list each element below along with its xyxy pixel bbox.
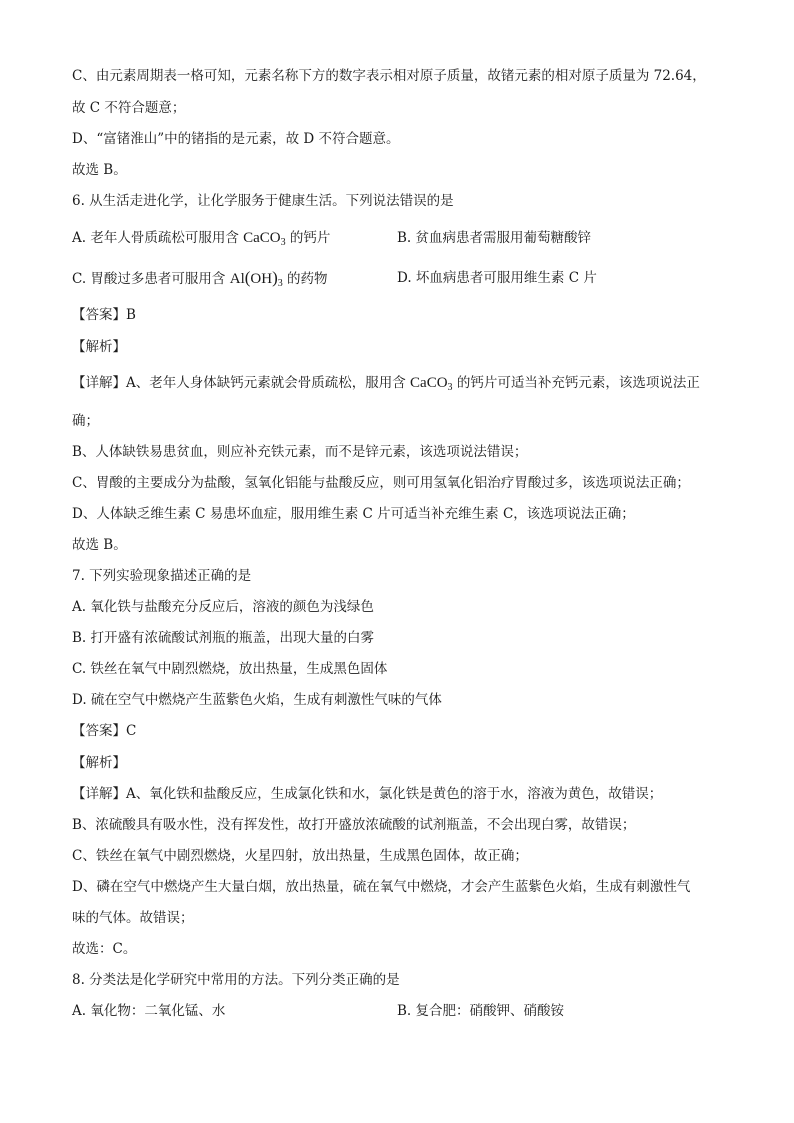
- line-select-b: 故选 B。: [72, 162, 127, 178]
- q8-option-b: B. 复合肥：硝酸钾、硝酸铵: [397, 1003, 565, 1019]
- q7-option-c: C. 铁丝在氧气中剧烈燃烧，放出热量，生成黑色固体: [72, 661, 388, 677]
- q6-conclusion: 故选 B。: [72, 537, 127, 553]
- q6-detail: 【详解】A、老年人身体缺钙元素就会骨质疏松，服用含 CaCO$_3$ 的钙片可适当补充钙元素，该选项说法正: [72, 375, 700, 393]
- q6-detail-formula: CaCO$_3$: [410, 375, 453, 393]
- line-c-explanation: C、由元素周期表一格可知，元素名称下方的数字表示相对原子质量，故锗元素的相对原子质量为 72.64，: [72, 68, 706, 84]
- q7-option-a: A. 氧化铁与盐酸充分反应后，溶液的颜色为浅绿色: [72, 599, 374, 615]
- q6-detail-cont: 确；: [72, 413, 99, 429]
- line-d-explanation: D、“富锗淮山”中的锗指的是元素，故 D 不符合题意。: [72, 131, 400, 147]
- q6-analysis-label: 【解析】: [72, 339, 126, 355]
- q7-answer: 【答案】C: [72, 723, 137, 739]
- q7-stem: 7. 下列实验现象描述正确的是: [72, 568, 252, 584]
- q8-option-a: A. 氧化物：二氧化锰、水: [72, 1003, 226, 1019]
- q6-answer: 【答案】B: [72, 307, 136, 323]
- q6-d-explanation: D、人体缺乏维生素 C 易患坏血症，服用维生素 C 片可适当补充维生素 C，该选项说法正确；: [72, 506, 635, 522]
- q7-detail: 【详解】A、氧化铁和盐酸反应，生成氯化铁和水，氯化铁是黄色的溶于水，溶液为黄色，故错误；: [72, 786, 663, 802]
- q6-option-b: B. 贫血病患者需服用葡萄糖酸锌: [397, 230, 592, 246]
- q7-d-explanation: D、磷在空气中燃烧产生大量白烟，放出热量，硫在氧气中燃烧，才会产生蓝紫色火焰，生成有刺激性气: [72, 879, 691, 895]
- q6-stem: 6. 从生活走进化学，让化学服务于健康生活。下列说法错误的是: [72, 193, 454, 209]
- q7-conclusion: 故选：C。: [72, 941, 137, 957]
- q6-c-explanation: C、胃酸的主要成分为盐酸，氢氧化铝能与盐酸反应，则可用氢氧化铝治疗胃酸过多，该选项说法正确；: [72, 475, 690, 491]
- line-c-conclusion: 故 C 不符合题意；: [72, 100, 186, 116]
- q7-d-explanation-cont: 味的气体。故错误；: [72, 910, 194, 926]
- q8-stem: 8. 分类法是化学研究中常用的方法。下列分类正确的是: [72, 972, 400, 988]
- q7-b-explanation: B、浓硫酸具有吸水性，没有挥发性，故打开盛放浓硫酸的试剂瓶盖，不会出现白雾，故错误；: [72, 817, 636, 833]
- q6-a-formula: CaCO$_3$: [243, 230, 286, 248]
- q6-option-c: C. 胃酸过多患者可服用含 $Al(OH)_3$ 的药物: [72, 268, 328, 289]
- q6-option-d: D. 坏血病患者可服用维生素 C 片: [397, 270, 597, 286]
- q6-option-a: A. 老年人骨质疏松可服用含 CaCO$_3$ 的钙片: [72, 230, 331, 248]
- q6-c-formula: $Al(OH)_3$: [229, 268, 283, 289]
- q7-option-b: B. 打开盛有浓硫酸试剂瓶的瓶盖，出现大量的白雾: [72, 630, 375, 646]
- q7-option-d: D. 硫在空气中燃烧产生蓝紫色火焰，生成有刺激性气味的气体: [72, 692, 442, 708]
- q6-b-explanation: B、人体缺铁易患贫血，则应补充铁元素，而不是锌元素，该选项说法错误；: [72, 444, 528, 460]
- q7-analysis-label: 【解析】: [72, 755, 126, 771]
- q7-c-explanation: C、铁丝在氧气中剧烈燃烧，火星四射，放出热量，生成黑色固体，故正确；: [72, 848, 528, 864]
